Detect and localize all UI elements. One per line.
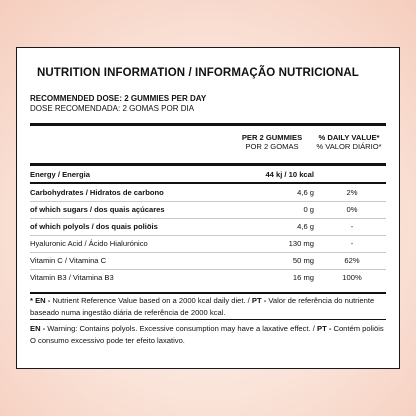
warning-note-pt-prefix: PT - (317, 324, 332, 333)
reference-note-en-prefix: * EN - (30, 296, 51, 305)
table-bottom-divider (30, 292, 386, 294)
table-row (30, 201, 386, 217)
row-daily-value: - (350, 222, 354, 231)
table-row (30, 166, 386, 182)
row-amount: 44 kj / 10 kcal (265, 170, 314, 179)
reference-note-en: Nutrient Reference Value based on a 2000 kcal daily diet. / (50, 296, 252, 305)
row-daily-value: - (350, 239, 354, 248)
row-amount: 4,6 g (297, 222, 314, 231)
recommended-dose-en: RECOMMENDED DOSE: 2 GUMMIES PER DAY (30, 94, 207, 103)
warning-note (30, 323, 386, 346)
column-header-daily-value (309, 133, 389, 151)
recommended-dose-pt: DOSE RECOMENDADA: 2 GOMAS POR DIA (30, 104, 195, 113)
panel-title: NUTRITION INFORMATION / INFORMAÇÃO NUTRICIONAL (37, 67, 359, 79)
row-amount: 16 mg (292, 273, 314, 282)
column-header-dv-pt: % VALOR DIÁRIO* (316, 142, 382, 151)
row-daily-value: 62% (344, 256, 360, 265)
notes-divider (30, 319, 386, 320)
row-daily-value: 0% (346, 205, 358, 214)
row-amount: 4,6 g (297, 188, 314, 197)
warning-note-pt: Contém poliöis O consumo excessivo pode ter efeito laxativo. (30, 324, 384, 345)
warning-note-en-prefix: EN - (30, 324, 46, 333)
nutrition-panel (16, 47, 400, 369)
table-row (30, 184, 386, 200)
row-daily-value: 100% (342, 273, 362, 282)
row-label: Energy / Energia (30, 170, 90, 179)
column-header-amount (235, 133, 309, 151)
column-header-amount-pt: POR 2 GOMAS (245, 142, 299, 151)
reference-note-pt: Valor de referência do nutriente baseado numa ingestão diária de referência de 2000 kcal. (30, 296, 375, 317)
reference-note-pt-prefix: PT - (251, 296, 267, 305)
row-label: of which sugars / dos quais açúcares (30, 205, 165, 214)
table-row (30, 269, 386, 285)
row-label: Vitamin B3 / Vitamina B3 (30, 273, 114, 282)
column-header-dv-en: % DAILY VALUE* (318, 133, 380, 142)
table-row (30, 252, 386, 268)
row-label: Carbohydrates / Hidratos de carbono (30, 188, 164, 197)
table-row (30, 235, 386, 251)
row-label: of which polyols / dos quais poliöis (30, 222, 158, 231)
row-amount: 0 g (303, 205, 314, 214)
row-amount: 130 mg (288, 239, 314, 248)
row-daily-value: 2% (346, 188, 358, 197)
row-label: Hyaluronic Acid / Ácido Hialurónico (30, 239, 148, 248)
column-header-amount-en: PER 2 GUMMIES (241, 133, 303, 142)
reference-note (30, 295, 386, 318)
top-divider (30, 123, 386, 126)
table-row (30, 218, 386, 234)
row-amount: 50 mg (292, 256, 314, 265)
warning-note-en: Warning: Contains polyols. Excessive consumption may have a laxative effect. / (45, 324, 318, 333)
row-label: Vitamin C / Vitamina C (30, 256, 107, 265)
